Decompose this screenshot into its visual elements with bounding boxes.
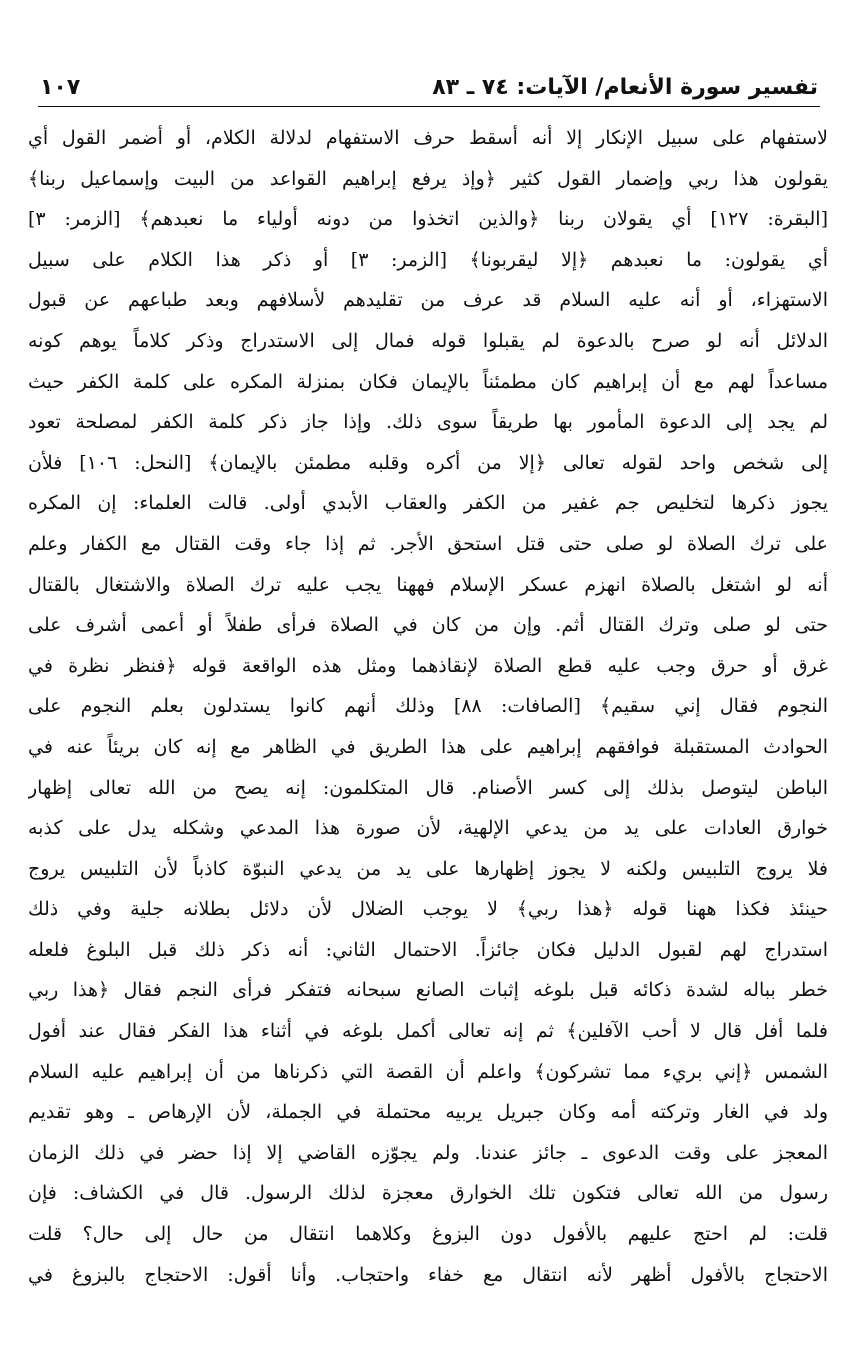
body-text bbox=[28, 118, 828, 1295]
text-line: المعجز على وقت الدعوى ـ جائز عندنا. ولم يجوّزه القاضي إلا إذا حضر في ذلك الزمان bbox=[28, 1141, 828, 1164]
text-line: حينئذ فكذا ههنا قوله ﴿هذا ربي﴾ لا يوجب الضلال لأن دلائل بطلانه جلية وفي ذلك bbox=[28, 898, 828, 921]
text-line: الاستهزاء، أو أنه عليه السلام قد عرف من تقليدهم لأسلافهم وبعد طباعهم عن قبول bbox=[28, 289, 828, 312]
text-line: فلا يروج التلبيس ولكنه لا يجوز إظهارها على يد من يدعي النبوّة كاذباً لأن التلبيس يروج bbox=[28, 857, 828, 880]
text-line: غرق أو حرق وجب عليه قطع الصلاة لإنقاذهما ومثل هذه الواقعة قوله ﴿فنظر نظرة في bbox=[28, 654, 828, 677]
text-line: يجوز ذكرها لتخليص جم غفير من الكفر والعقاب الأبدي أولى. قالت العلماء: إن المكره bbox=[28, 492, 828, 515]
text-line: خوارق العادات على يد من يدعي الإلهية، لأن صورة هذا المدعي وشكله يدل على كذبه bbox=[28, 817, 828, 840]
text-line: فلما أفل قال لا أحب الآفلين﴾ ثم إنه تعالى أكمل بلوغه في أثناء هذا الفكر فقال عند أفول bbox=[28, 1020, 828, 1043]
text-line: لم يجد إلى الدعوة المأمور بها طريقاً سوى ذلك. وإذا جاز ذكر كلمة الكفر لمصلحة تعود bbox=[28, 411, 828, 434]
text-line: أنه لو اشتغل بالصلاة انهزم عسكر الإسلام فههنا يجب عليه ترك الصلاة والاشتغال بالقتال bbox=[28, 573, 828, 596]
text-line: ولد في الغار وتركته أمه وكان جبريل يربيه محتملة في الجملة، لأن الإرهاص ـ وهو تقديم bbox=[28, 1101, 828, 1124]
text-line: رسول من الله تعالى فتكون تلك الخوارق معجزة لذلك الرسول. قال في الكشاف: فإن bbox=[28, 1182, 828, 1205]
text-line: الباطن ليتوصل بذلك إلى كسر الأصنام. قال المتكلمون: إنه يصح من الله تعالى إظهار bbox=[28, 776, 828, 799]
text-line: لاستفهام على سبيل الإنكار إلا أنه أسقط حرف الاستفهام لدلالة الكلام، أو أضمر القول أي bbox=[28, 127, 828, 149]
running-header-title: تفسير سورة الأنعام/ الآيات: ٧٤ ـ ٨٣ bbox=[432, 75, 818, 100]
text-line: قلت: لم احتج عليهم بالأفول دون البزوغ وكلاهما انتقال من حال إلى حال؟ قلت bbox=[28, 1223, 828, 1246]
text-line: يقولون هذا ربي وإضمار القول كثير ﴿وإذ يرفع إبراهيم القواعد من البيت وإسماعيل ربنا﴾ bbox=[28, 167, 828, 190]
text-line: [البقرة: ١٢٧] أي يقولان ربنا ﴿والذين اتخذوا من دونه أولياء ما نعبدهم﴾ [الزمر: ٣] bbox=[28, 208, 828, 231]
text-line: الحوادث المستقبلة فوافقهم إبراهيم على هذا الطريق في الظاهر مع إنه كان بريئاً عنه في bbox=[28, 735, 828, 758]
text-line: حتى لو صلى وترك القتال أثم. وإن من كان في الصلاة فرأى طفلاً أو أعمى أشرف على bbox=[28, 614, 828, 637]
text-line: أي يقولون: ما نعبدهم ﴿إلا ليقربونا﴾ [الزمر: ٣] أو ذكر هذا الكلام على سبيل bbox=[28, 248, 828, 271]
text-line: الاحتجاج بالأفول أظهر لأنه انتقال مع خفاء واحتجاب. وأنا أقول: الاحتجاج بالبزوغ في bbox=[28, 1263, 828, 1286]
text-line: النجوم فقال إني سقيم﴾ [الصافات: ٨٨] وذلك أنهم كانوا يستدلون بعلم النجوم على bbox=[28, 695, 828, 718]
text-line: إلى شخص واحد لقوله تعالى ﴿إلا من أكره وقلبه مطمئن بالإيمان﴾ [النحل: ١٠٦] فلأن bbox=[28, 451, 828, 474]
text-line: الشمس ﴿إني بريء مما تشركون﴾ واعلم أن القصة التي ذكرناها من أن إبراهيم عليه السلام bbox=[28, 1060, 828, 1083]
text-line: خطر بباله لشدة ذكائه قبل بلوغه إثبات الصانع سبحانه فتفكر فرأى النجم فقال ﴿هذا ربي bbox=[28, 979, 828, 1002]
text-line: الدلائل أنه لو صرح بالدعوة لم يقبلوا قوله فمال إلى الاستدراج وذكر كلاماً يوهم كونه bbox=[28, 329, 828, 352]
header-divider bbox=[38, 106, 820, 107]
text-line: على ترك الصلاة لو صلى حتى قتل استحق الأجر. ثم إذا جاء وقت القتال مع الكفار وعلم bbox=[28, 532, 828, 555]
page-number: ١٠٧ bbox=[40, 75, 81, 100]
text-line: مساعداً لهم مع أن إبراهيم كان مطمئناً بالإيمان فكان بمنزلة المكره على كلمة الكفر حيث bbox=[28, 370, 828, 393]
running-header bbox=[40, 62, 818, 102]
text-line: استدراج لهم لقبول الدليل فكان جائزاً. الاحتمال الثاني: أنه ذكر ذلك قبل البلوغ فلعله bbox=[28, 938, 828, 961]
